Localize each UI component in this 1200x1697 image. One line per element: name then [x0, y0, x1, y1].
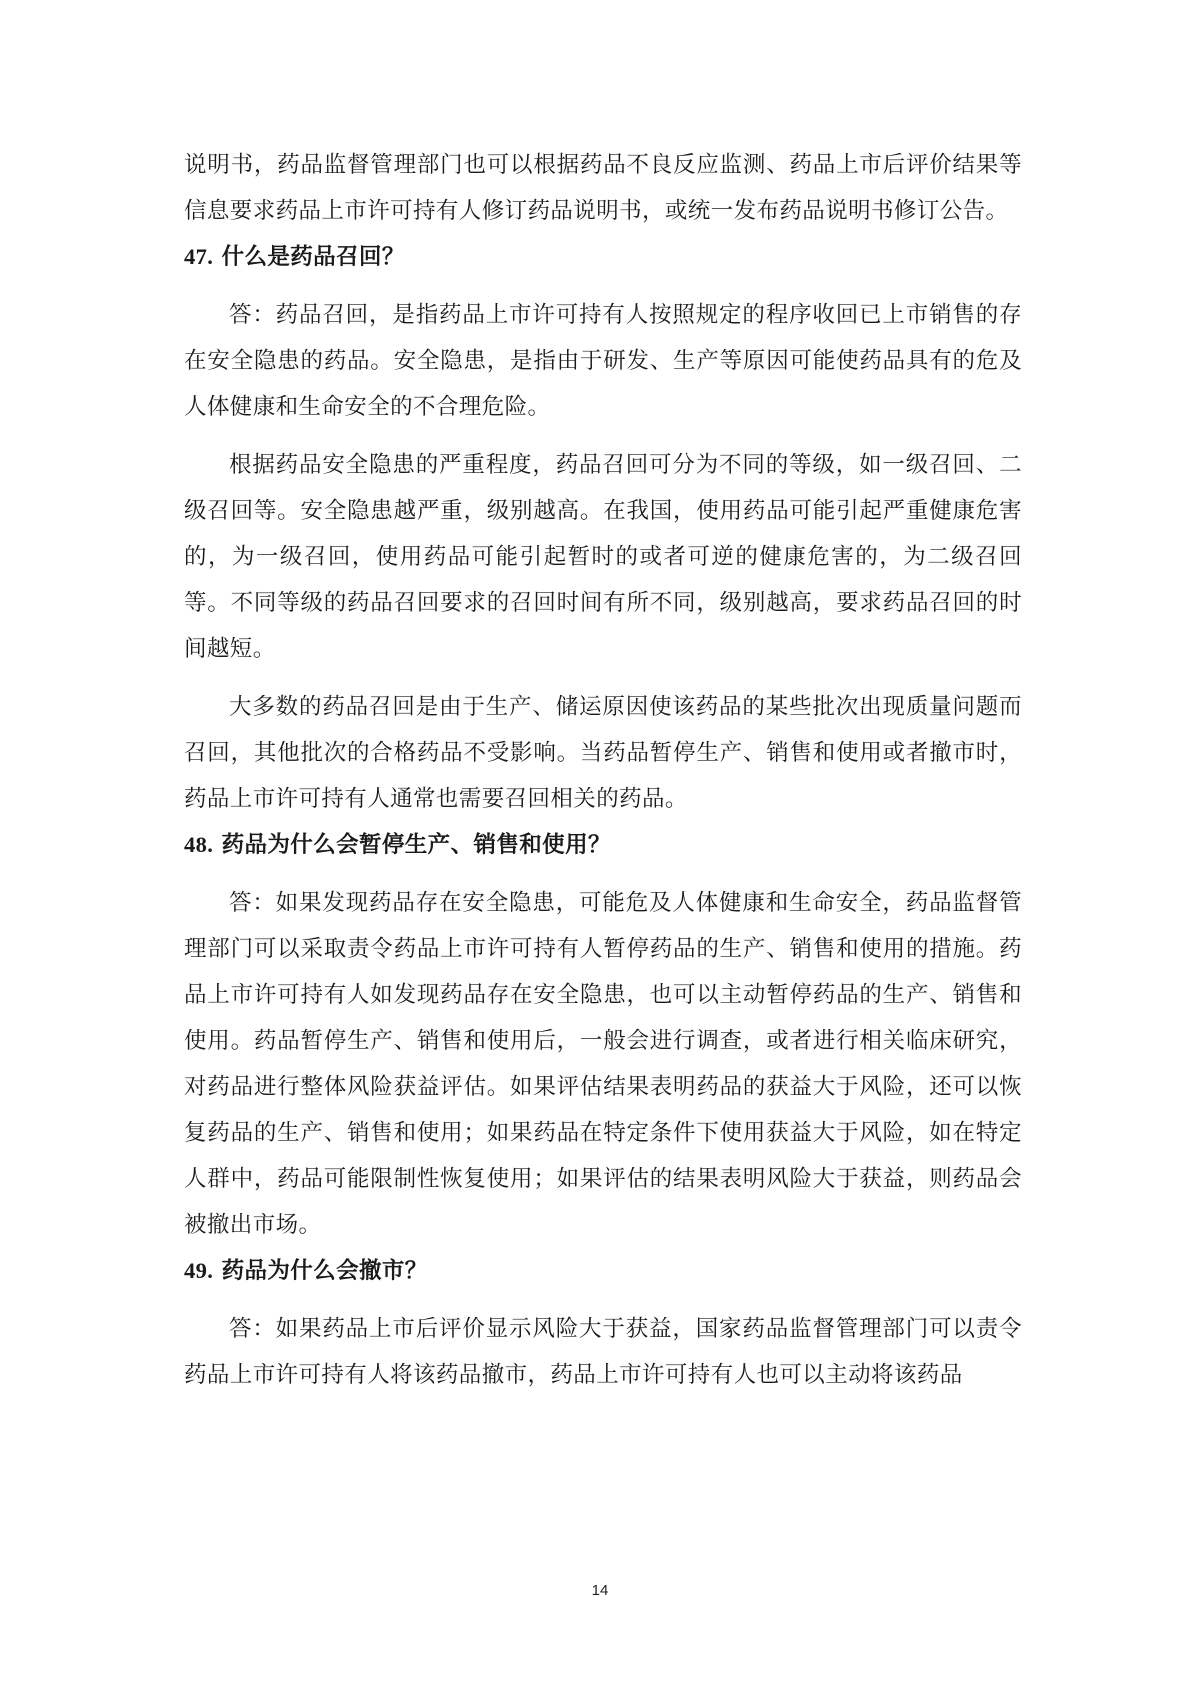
question-number: 48. [184, 832, 214, 857]
question-heading-49 [184, 1248, 1022, 1294]
question-heading-48 [184, 822, 1022, 868]
answer-paragraph: 答：药品召回，是指药品上市许可持有人按照规定的程序收回已上市销售的存在安全隐患的药品。安全隐患，是指由于研发、生产等原因可能使药品具有的危及人体健康和生命安全的不合理危险。 [184, 302, 1022, 420]
page-number: 14 [591, 1582, 609, 1599]
body-paragraph: 大多数的药品召回是由于生产、储运原因使该药品的某些批次出现质量问题而召回，其他批次的合格药品不受影响。当药品暂停生产、销售和使用或者撤市时，药品上市许可持有人通常也需要召回相关的药品。 [184, 694, 1022, 812]
question-title: 药品为什么会暂停生产、销售和使用？ [221, 832, 611, 858]
page-content [184, 142, 1022, 1398]
question-number: 49. [184, 1258, 214, 1283]
question-number: 47. [184, 244, 214, 269]
question-heading-47 [184, 234, 1022, 280]
answer-paragraph: 答：如果发现药品存在安全隐患，可能危及人体健康和生命安全，药品监督管理部门可以采取责令药品上市许可持有人暂停药品的生产、销售和使用的措施。药品上市许可持有人如发现药品存在安全隐患，也可以主动暂停药品的生产、销售和使用。药品暂停生产、销售和使用后，一般会进行调查，或者进行相关临床研究，对药品进行整体风险获益评估。如果评估结果表明药品的获益大于风险，还可以恢复药品的生产、销售和使用；如果药品在特定条件下使用获益大于风险，如在特定人群中，药品可能限制性恢复使用；如果评估的结果表明风险大于获益，则药品会被撤出市场。 [184, 890, 1022, 1238]
continuation-paragraph: 说明书，药品监督管理部门也可以根据药品不良反应监测、药品上市后评价结果等信息要求药品上市许可持有人修订药品说明书，或统一发布药品说明书修订公告。 [184, 152, 1022, 224]
body-paragraph: 根据药品安全隐患的严重程度，药品召回可分为不同的等级，如一级召回、二级召回等。安全隐患越严重，级别越高。在我国，使用药品可能引起严重健康危害的，为一级召回，使用药品可能引起暂时的或者可逆的健康危害的，为二级召回等。不同等级的药品召回要求的召回时间有所不同，级别越高，要求药品召回的时间越短。 [184, 452, 1022, 662]
answer-paragraph: 答：如果药品上市后评价显示风险大于获益，国家药品监督管理部门可以责令药品上市许可持有人将该药品撤市，药品上市许可持有人也可以主动将该药品 [184, 1316, 1022, 1388]
question-title: 药品为什么会撤市？ [221, 1258, 428, 1284]
question-title: 什么是药品召回？ [221, 244, 405, 270]
